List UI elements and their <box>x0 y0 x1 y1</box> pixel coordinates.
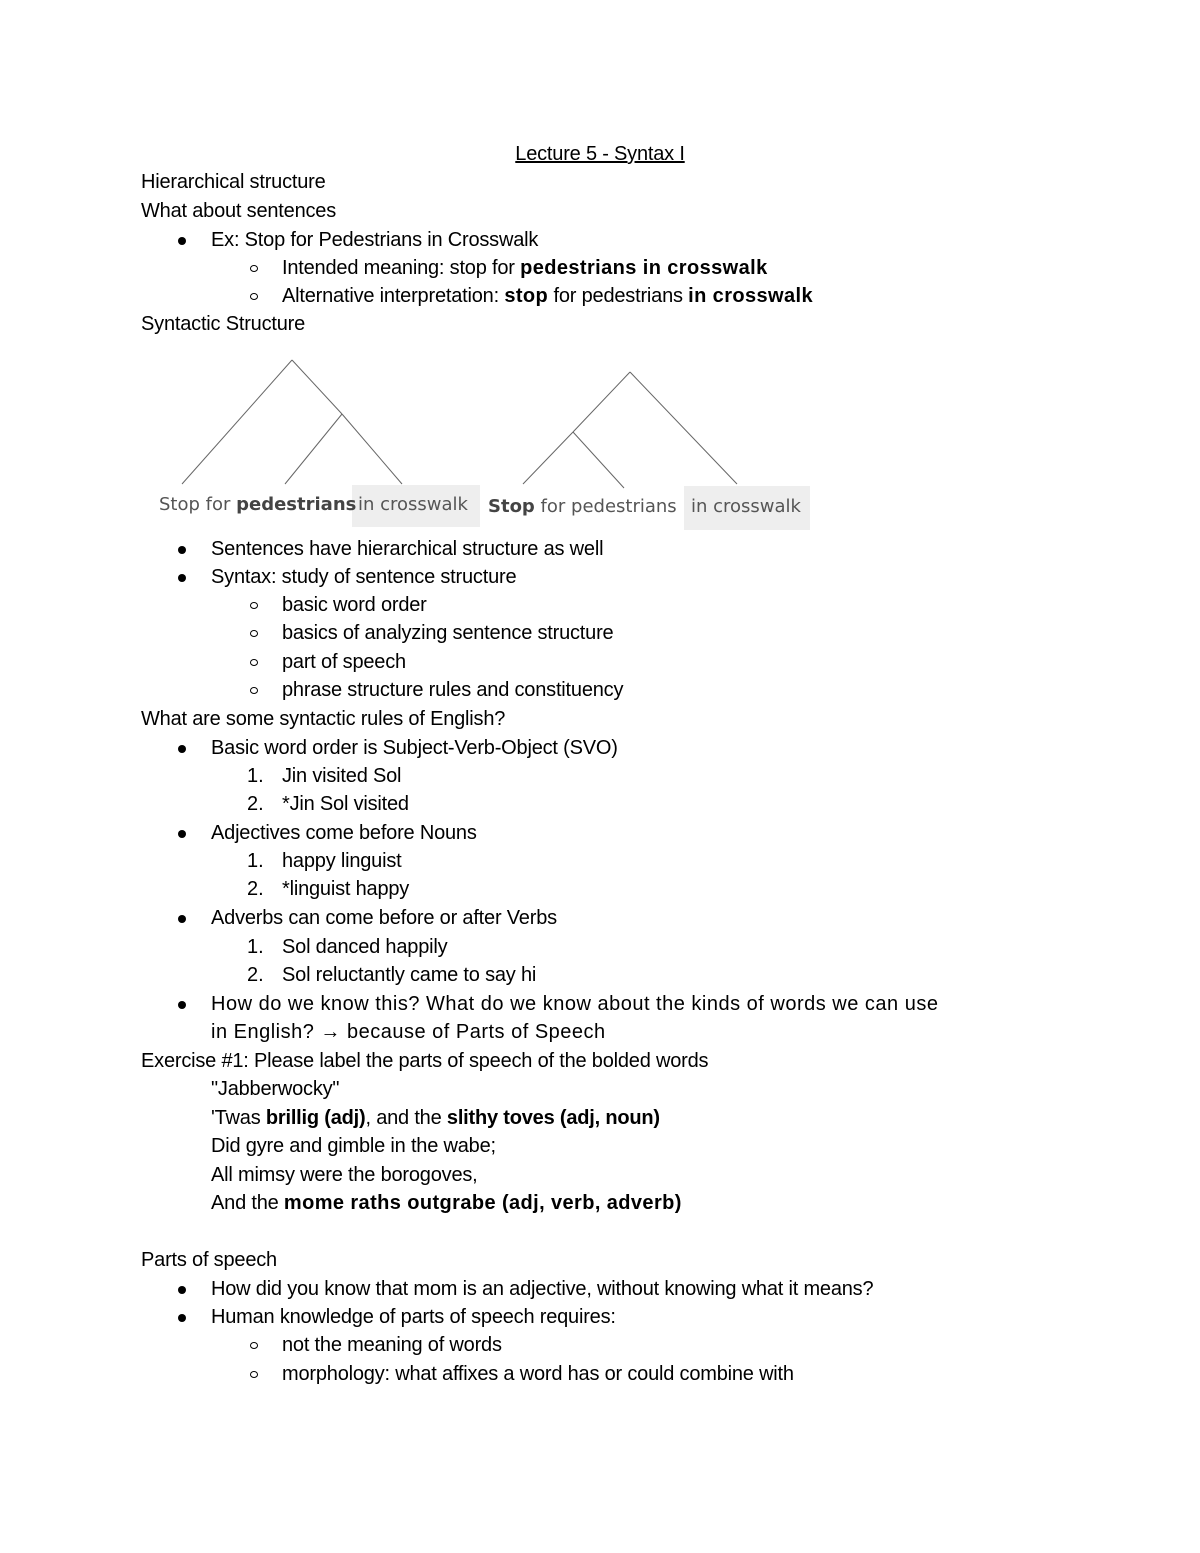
right-tree <box>523 372 737 488</box>
bullet-circle <box>250 602 258 609</box>
poem-line-3: All mimsy were the borogoves, <box>211 1164 478 1186</box>
bullet-dot <box>178 1286 186 1294</box>
page-title: Lecture 5 - Syntax I <box>515 143 685 165</box>
bullet-dot <box>178 1001 186 1009</box>
bullet-dot <box>178 1314 186 1322</box>
adverb-example-2: Sol reluctantly came to say hi <box>282 964 537 986</box>
list-number: 1. <box>247 765 264 787</box>
alt-bold-crosswalk: in crosswalk <box>688 285 814 307</box>
syntax-tree-figure <box>140 350 820 535</box>
left-plain: Stop for <box>159 494 237 515</box>
pos-requires-line: Human knowledge of parts of speech requires: <box>211 1306 616 1328</box>
bullet-dot <box>178 546 186 554</box>
bullet-circle <box>250 687 258 694</box>
sub-item-word-order: basic word order <box>282 594 427 616</box>
adjective-line: Adjectives come before Nouns <box>211 822 477 844</box>
poem-line-2: Did gyre and gimble in the wabe; <box>211 1135 496 1157</box>
alt-mid: for pedestrians <box>548 285 689 307</box>
list-number: 2. <box>247 964 264 986</box>
adverb-line: Adverbs can come before or after Verbs <box>211 907 557 929</box>
list-number: 1. <box>247 850 264 872</box>
svo-line: Basic word order is Subject-Verb-Object (SVO) <box>211 737 618 759</box>
poem-title: "Jabberwocky" <box>211 1078 340 1100</box>
bullet-dot <box>178 237 186 245</box>
heading-what-about-sentences: What about sentences <box>141 200 337 222</box>
intended-meaning-text: Intended meaning: stop for <box>282 257 521 279</box>
intended-meaning-line <box>282 254 768 282</box>
list-number: 2. <box>247 793 264 815</box>
exercise-heading: Exercise #1: Please label the parts of speech of the bolded words <box>141 1050 709 1072</box>
poem-line-1 <box>211 1104 660 1132</box>
right-box-label: in crosswalk <box>691 496 801 517</box>
sub-item-phrase-structure: phrase structure rules and constituency <box>282 679 624 701</box>
poem-1-c: , and the <box>365 1107 447 1129</box>
syntax-definition-line: Syntax: study of sentence structure <box>211 566 517 588</box>
bullet-circle <box>250 293 258 300</box>
bullet-dot <box>178 745 186 753</box>
list-number: 2. <box>247 878 264 900</box>
sub-item-part-of-speech: part of speech <box>282 651 406 673</box>
bullet-circle <box>250 659 258 666</box>
bullet-circle <box>250 1371 258 1378</box>
bullet-circle <box>250 630 258 637</box>
left-box-label: in crosswalk <box>358 494 468 515</box>
how-do-we-know-line-2: in English? → because of Parts of Speech <box>211 1021 606 1043</box>
svo-example-1: Jin visited Sol <box>282 765 402 787</box>
bullet-dot <box>178 574 186 582</box>
left-tree-label <box>159 494 356 515</box>
svo-example-2: *Jin Sol visited <box>282 793 409 815</box>
poem-1-a: 'Twas <box>211 1107 266 1129</box>
alt-bold-stop: stop <box>504 285 549 307</box>
sentences-hierarchical-line: Sentences have hierarchical structure as well <box>211 538 604 560</box>
adverb-example-1: Sol danced happily <box>282 936 448 958</box>
intended-meaning-bold: pedestrians in crosswalk <box>520 257 768 279</box>
bullet-dot <box>178 830 186 838</box>
alternative-interpretation-line <box>282 282 813 310</box>
poem-1-bold-a: brillig (adj) <box>265 1107 366 1129</box>
left-bold: pedestrians <box>236 494 357 515</box>
adjective-example-1: happy linguist <box>282 850 402 872</box>
right-plain: for pedestrians <box>534 496 677 517</box>
heading-syntactic-rules: What are some syntactic rules of English? <box>141 708 506 730</box>
left-tree <box>182 360 402 484</box>
poem-4-a: And the <box>211 1192 284 1214</box>
pos-question-line: How did you know that mom is an adjective, without knowing what it means? <box>211 1278 874 1300</box>
list-number: 1. <box>247 936 264 958</box>
right-tree-label <box>488 496 677 517</box>
bullet-circle <box>250 265 258 272</box>
heading-parts-of-speech: Parts of speech <box>141 1249 277 1271</box>
adjective-example-2: *linguist happy <box>282 878 410 900</box>
heading-hierarchical-structure: Hierarchical structure <box>141 171 326 193</box>
pos-sub-meaning: not the meaning of words <box>282 1334 502 1356</box>
poem-4-bold: mome raths outgrabe (adj, verb, adverb) <box>283 1192 682 1214</box>
sub-item-analyzing: basics of analyzing sentence structure <box>282 622 614 644</box>
alt-text: Alternative interpretation: <box>282 285 505 307</box>
example-line: Ex: Stop for Pedestrians in Crosswalk <box>211 229 539 251</box>
how-do-we-know-line-1: How do we know this? What do we know about the kinds of words we can use <box>211 993 939 1015</box>
poem-1-bold-b: slithy toves (adj, noun) <box>446 1107 660 1129</box>
bullet-circle <box>250 1342 258 1349</box>
right-bold: Stop <box>488 496 535 517</box>
pos-sub-morphology: morphology: what affixes a word has or could combine with <box>282 1363 794 1385</box>
heading-syntactic-structure: Syntactic Structure <box>141 313 306 335</box>
bullet-dot <box>178 915 186 923</box>
poem-line-4 <box>211 1189 682 1217</box>
